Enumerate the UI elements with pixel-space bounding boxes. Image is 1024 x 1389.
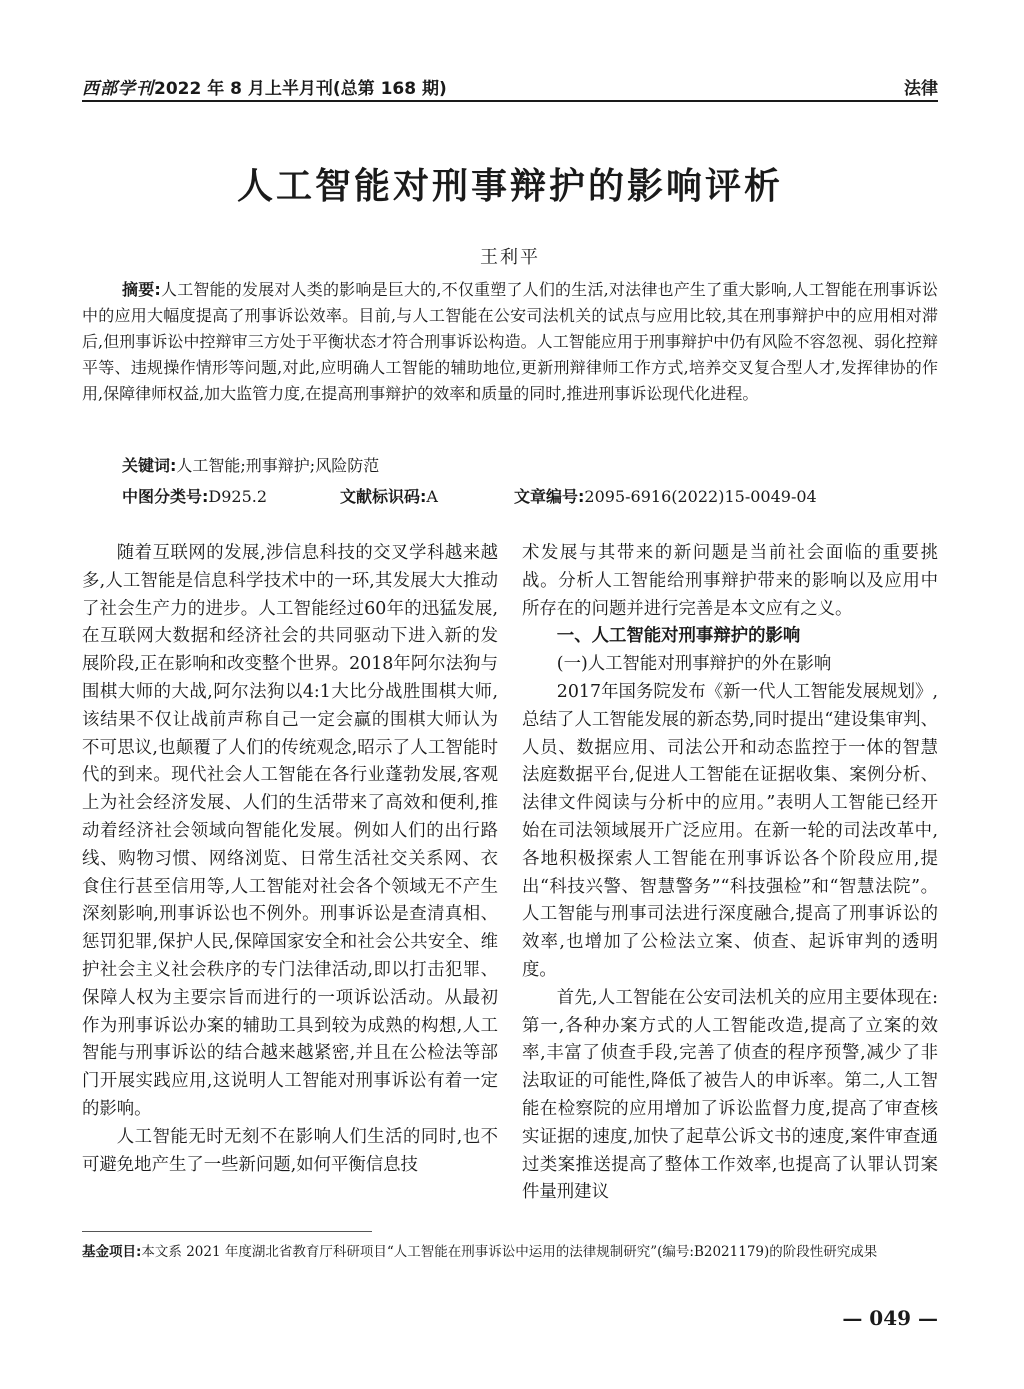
article-no-value: 2095-6916(2022)15-0049-04 [584, 487, 817, 506]
document-code [340, 484, 438, 510]
journal-logo: 西部学刊 [82, 79, 154, 99]
issue-info: 2022 年 8 月上半月刊(总第 168 期) [154, 79, 447, 99]
keywords [122, 453, 379, 479]
body-paragraph: 术发展与其带来的新问题是当前社会面临的重要挑战。分析人工智能给刑事辩护带来的影响以及应用中所存在的问题并进行完善是本文应有之义。 [522, 543, 938, 619]
footnote-text: 本文系 2021 年度湖北省教育厅科研项目“人工智能在刑事诉讼中运用的法律规制研究”(编号:B2021179)的阶段性研究成果 [141, 1244, 878, 1260]
footnote [82, 1240, 938, 1265]
body-paragraph: 随着互联网的发展,涉信息科技的交叉学科越来越多,人工智能是信息科学技术中的一环,其发展大大推动了社会生产力的进步。人工智能经过60年的迅猛发展,在互联网大数据和经济社会的共同驱动下进入新的发展阶段,正在影响和改变整个世界。2018年阿尔法狗与围棋大师的大战,阿尔法狗以4:1大比分战胜围棋大师,该结果不仅让战前声称自己一定会赢的围棋大师认为不可思议,也颠覆了人们的传统观念,昭示了人工智能时代的到来。现代社会人工智能在各行业蓬勃发展,客观上为社会经济发展、人们的生活带来了高效和便利,推动着经济社会领域向智能化发展。例如人们的出行路线、购物习惯、网络浏览、日常生活社交关系网、衣食住行甚至信用等,人工智能对社会各个领域无不产生深刻影响,刑事诉讼也不例外。刑事诉讼是查清真相、惩罚犯罪,保护人民,保障国家安全和社会公共安全、维护社会主义社会秩序的专门法律活动,即以打击犯罪、保障人权为主要宗旨而进行的一项诉讼活动。从最初作为刑事诉讼办案的辅助工具到较为成熟的构想,人工智能与刑事诉讼的结合越来越紧密,并且在公检法等部门开展实践应用,这说明人工智能对刑事诉讼有着一定的影响。 [82, 543, 498, 1119]
article-no-label: 文章编号: [514, 487, 585, 506]
footnote-label: 基金项目: [82, 1244, 142, 1260]
footnote-rule [82, 1231, 372, 1232]
journal-issue-line [82, 74, 447, 99]
article-number [514, 484, 817, 510]
body-column-left [82, 540, 498, 1179]
body-paragraph: 人工智能无时无刻不在影响人们生活的同时,也不可避免地产生了一些新问题,如何平衡信息技 [82, 1126, 498, 1175]
clc-label: 中图分类号: [122, 487, 209, 506]
page-number: — 049 — [842, 1306, 938, 1330]
doc-code-value: A [426, 487, 438, 506]
abstract-text: 人工智能的发展对人类的影响是巨大的,不仅重塑了人们的生活,对法律也产生了重大影响,人工智能在刑事诉讼中的应用大幅度提高了刑事诉讼效率。目前,与人工智能在公安司法机关的试点与应用比较,其在刑事辩护中的应用相对滞后,但刑事诉讼中控辩审三方处于平衡状态才符合刑事诉讼构造。人工智能应用于刑事辩护中仍有风险不容忽视、弱化控辩平等、违规操作情形等问题,对此,应明确人工智能的辅助地位,更新刑辩律师工作方式,培养交叉复合型人才,发挥律协的作用,保障律师权益,加大监管力度,在提高刑事辩护的效率和质量的同时,推进刑事诉讼现代化进程。 [82, 280, 938, 403]
keywords-text: 人工智能;刑事辩护;风险防范 [176, 456, 380, 475]
subsection-heading: (一)人工智能对刑事辩护的外在影响 [556, 654, 832, 675]
article-title: 人工智能对刑事辩护的影响评析 [236, 166, 783, 207]
abstract-label: 摘要: [122, 280, 161, 299]
running-header [82, 70, 938, 100]
body-paragraph: 2017年国务院发布《新一代人工智能发展规划》,总结了人工智能发展的新态势,同时提出“建设集审判、人员、数据应用、司法公开和动态监控于一体的智慧法庭数据平台,促进人工智能在证据收集、案例分析、法律文件阅读与分析中的应用。”表明人工智能已经开始在司法领域展开广泛应用。在新一轮的司法改革中,各地积极探索人工智能在刑事诉讼各个阶段应用,提出“科技兴警、智慧警务”“科技强检”和“智慧法院”。人工智能与刑事司法进行深度融合,提高了刑事诉讼的效率,也增加了公检法立案、侦查、起诉审判的透明度。 [522, 681, 938, 980]
doc-code-label: 文献标识码: [340, 487, 427, 506]
clc-number [122, 484, 267, 510]
keywords-label: 关键词: [122, 456, 177, 475]
body-column-right [522, 540, 938, 1207]
body-paragraph: 首先,人工智能在公安司法机关的应用主要体现在:第一,各种办案方式的人工智能改造,提高了立案的效率,丰富了侦查手段,完善了侦查的程序预警,减少了非法取证的可能性,降低了被告人的申诉率。第二,人工智能在检察院的应用增加了诉讼监督力度,提高了审查核实证据的速度,加快了起草公诉文书的速度,案件审查通过类案推送提高了整体工作效率,也提高了认罪认罚案件量刑建议 [522, 987, 938, 1203]
abstract [82, 277, 938, 407]
clc-value: D925.2 [208, 487, 268, 506]
article-author: 王利平 [480, 247, 540, 268]
header-rule [82, 100, 938, 102]
section-heading: 一、人工智能对刑事辩护的影响 [556, 626, 801, 647]
section-tag: 法律 [904, 79, 938, 99]
